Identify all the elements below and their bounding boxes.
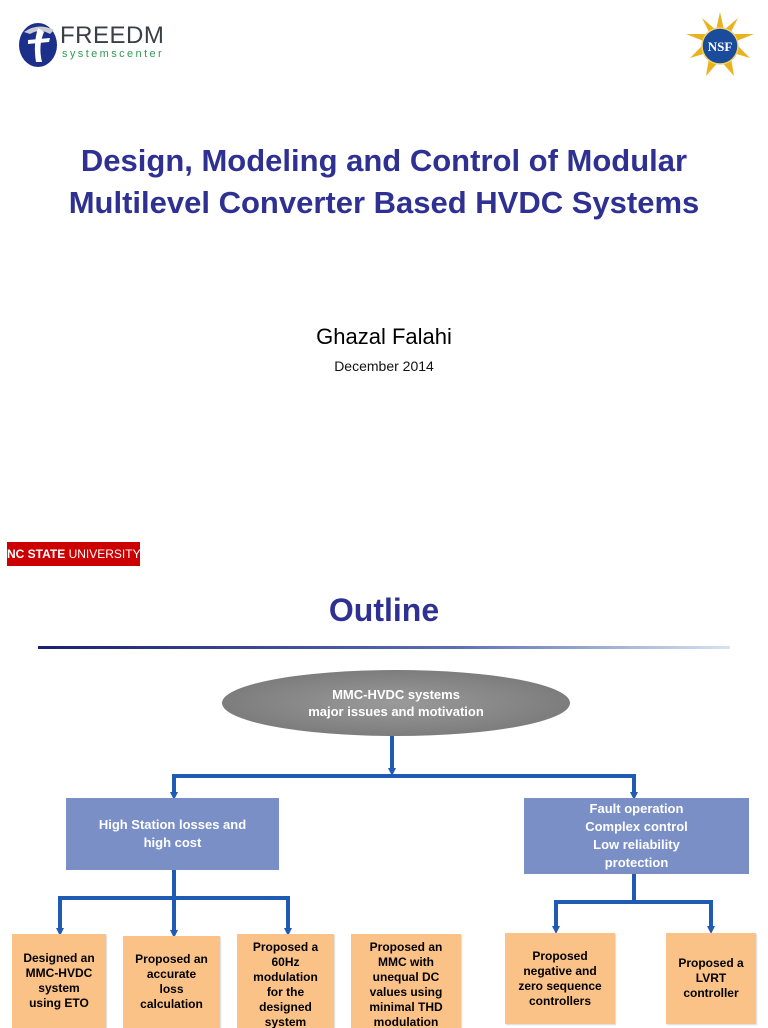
ncsu-logo-bold: NC STATE <box>7 547 66 561</box>
nsf-seal-icon <box>684 12 756 84</box>
leaf-unequal-dc-values <box>351 934 461 1028</box>
leaf-line: Proposed an <box>135 952 208 966</box>
leaf-line: minimal THD <box>369 1000 443 1014</box>
branch-right-line-4: protection <box>604 855 669 870</box>
leaf-line: Proposed a <box>678 956 744 970</box>
leaf-line: LVRT <box>695 971 727 985</box>
leaf-line: modulation <box>253 970 318 984</box>
outline-slide <box>0 576 768 1028</box>
root-node <box>222 670 570 736</box>
leaf-line: calculation <box>140 997 203 1011</box>
leaf-line: controllers <box>528 993 591 1008</box>
title-line-2: Multilevel Converter Based HVDC Systems <box>68 185 700 220</box>
leaf-line: Designed an <box>23 951 95 965</box>
leaf-lvrt-controller <box>666 933 756 1024</box>
leaf-line: system <box>38 981 80 995</box>
title-line-1: Design, Modeling and Control of Modular <box>80 143 688 178</box>
branch-right-line-1: Fault operation <box>589 801 684 816</box>
leaf-line: unequal DC <box>372 970 440 984</box>
leaf-sequence-controllers <box>505 933 615 1024</box>
leaf-line: loss <box>159 982 184 996</box>
leaf-line: modulation <box>373 1015 439 1028</box>
freedm-logo <box>16 18 166 70</box>
leaf-line: zero sequence <box>518 978 602 993</box>
branch-station-losses <box>66 798 279 870</box>
freedm-swirl-icon <box>16 18 60 70</box>
freedm-logo-subtext: systemscenter <box>62 48 165 60</box>
leaf-line: Proposed a <box>252 940 319 954</box>
presentation-date: December 2014 <box>334 358 434 374</box>
leaf-line: controller <box>683 986 739 1000</box>
leaf-line: values using <box>369 985 443 999</box>
outline-title: Outline <box>328 592 440 628</box>
leaf-line: negative and <box>523 963 597 978</box>
branch-fault-operation <box>524 798 749 874</box>
leaf-line: system <box>264 1015 307 1028</box>
leaf-60hz-modulation <box>237 934 334 1028</box>
leaf-line: Proposed an <box>369 940 443 954</box>
root-line-1: MMC-HVDC systems <box>332 687 460 702</box>
freedm-logo-text: FREEDM <box>60 22 165 49</box>
leaf-line: Proposed <box>532 948 588 963</box>
title-rule <box>38 646 730 649</box>
ncsu-logo <box>7 542 140 566</box>
presentation-title <box>20 140 748 224</box>
branch-left-line-2: high cost <box>143 835 202 850</box>
ncsu-logo-rest: UNIVERSITY <box>68 547 141 561</box>
author-name: Ghazal Falahi <box>316 324 452 349</box>
leaf-line: 60Hz <box>271 955 300 969</box>
leaf-line: MMC-HVDC <box>25 966 93 980</box>
branch-right-line-2: Complex control <box>585 819 688 834</box>
root-line-2: major issues and motivation <box>308 704 484 719</box>
leaf-line: MMC with <box>378 955 434 969</box>
leaf-loss-calculation <box>123 936 220 1028</box>
leaf-designed-mmc-hvdc <box>12 934 106 1028</box>
leaf-line: accurate <box>146 967 197 981</box>
level1-bar <box>174 776 634 790</box>
leaf-line: using ETO <box>29 996 89 1010</box>
nsf-seal-text: NSF <box>707 39 733 54</box>
leaf-line: for the <box>266 985 305 999</box>
leaf-line: designed <box>259 1000 312 1014</box>
branch-right-line-3: Low reliability <box>593 837 680 852</box>
branch-left-line-1: High Station losses and <box>98 817 247 832</box>
